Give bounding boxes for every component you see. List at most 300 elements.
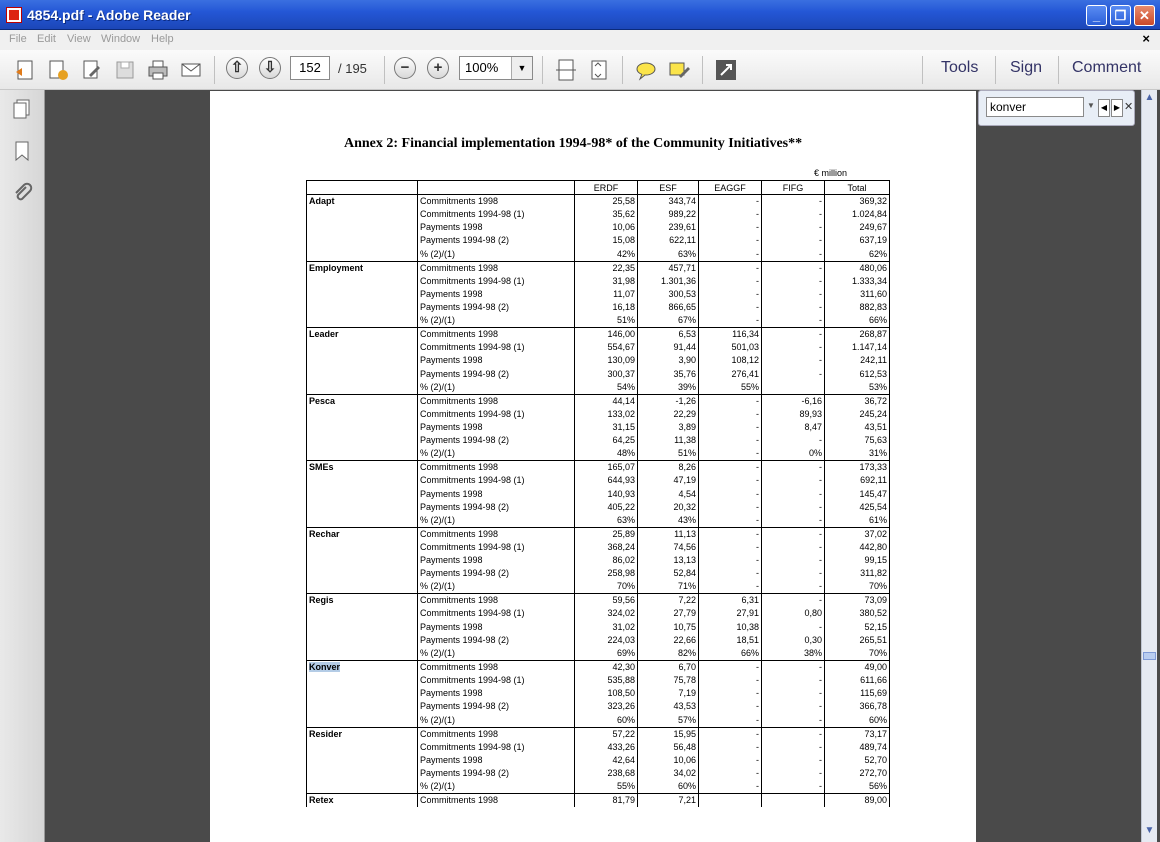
empty-cell [307, 421, 418, 434]
row-label: Commitments 1994-98 (1) [418, 275, 575, 288]
value-cell: 91,44 [638, 341, 699, 354]
value-cell: 73,09 [825, 594, 890, 608]
empty-cell [307, 634, 418, 647]
value-cell: 173,33 [825, 461, 890, 475]
value-cell: - [699, 314, 762, 328]
value-cell: - [762, 434, 825, 447]
empty-cell [307, 474, 418, 487]
table-row [307, 301, 890, 314]
initiative-name: Adapt [309, 196, 335, 206]
value-cell: - [762, 527, 825, 541]
menu-help[interactable]: Help [151, 33, 174, 45]
value-cell: - [762, 275, 825, 288]
value-cell: 89,93 [762, 408, 825, 421]
scrollbar-thumb[interactable] [1143, 652, 1156, 660]
empty-cell [307, 368, 418, 381]
initiative-cell [307, 660, 418, 674]
table-row [307, 554, 890, 567]
initiative-cell [307, 461, 418, 475]
scroll-down-icon[interactable]: ▼ [1144, 825, 1155, 836]
unit-label: € million [814, 168, 848, 178]
value-cell: 637,19 [825, 234, 890, 247]
value-cell: 1.147,14 [825, 341, 890, 354]
row-label: Commitments 1998 [418, 527, 575, 541]
empty-cell [307, 434, 418, 447]
initiative-name: Resider [309, 728, 343, 739]
zoom-value: 100% [465, 60, 499, 75]
table-row [307, 434, 890, 447]
value-cell: 369,32 [825, 195, 890, 209]
table-row [307, 288, 890, 301]
value-cell: 27,91 [699, 607, 762, 620]
row-label: Payments 1994-98 (2) [418, 567, 575, 580]
row-label: Payments 1994-98 (2) [418, 700, 575, 713]
table-row [307, 354, 890, 367]
value-cell: 145,47 [825, 487, 890, 500]
empty-cell [307, 741, 418, 754]
row-label: Commitments 1994-98 (1) [418, 474, 575, 487]
value-cell: 35,62 [575, 208, 638, 221]
value-cell: 268,87 [825, 328, 890, 342]
value-cell: 0,80 [762, 607, 825, 620]
minimize-button[interactable]: _ [1086, 5, 1107, 26]
row-label: Payments 1994-98 (2) [418, 634, 575, 647]
row-label: % (2)/(1) [418, 714, 575, 728]
table-row [307, 408, 890, 421]
row-label: Commitments 1994-98 (1) [418, 607, 575, 620]
row-label: Commitments 1998 [418, 261, 575, 275]
value-cell: 366,78 [825, 700, 890, 713]
comment-icon[interactable] [634, 58, 658, 82]
chevron-down-icon[interactable]: ▼ [1087, 101, 1095, 110]
value-cell: 692,11 [825, 474, 890, 487]
empty-cell [307, 301, 418, 314]
value-cell: 11,13 [638, 527, 699, 541]
scrolling-mode-icon[interactable] [554, 58, 578, 82]
value-cell: 66% [825, 314, 890, 328]
value-cell [762, 381, 825, 395]
value-cell: 13,13 [638, 554, 699, 567]
table-row [307, 647, 890, 661]
value-cell: 51% [638, 447, 699, 461]
table-row [307, 741, 890, 754]
value-cell: 55% [575, 780, 638, 794]
table-row [307, 634, 890, 647]
value-cell: 4,54 [638, 487, 699, 500]
value-cell: 239,61 [638, 221, 699, 234]
highlight-icon[interactable] [667, 58, 691, 82]
value-cell: 62% [825, 248, 890, 262]
value-cell: 56% [825, 780, 890, 794]
value-cell: 242,11 [825, 354, 890, 367]
value-cell: - [762, 461, 825, 475]
empty-cell [307, 381, 418, 395]
row-label: Payments 1998 [418, 687, 575, 700]
value-cell: 22,66 [638, 634, 699, 647]
zoom-select[interactable] [459, 56, 533, 80]
create-pdf-icon[interactable] [46, 58, 70, 82]
value-cell: 457,71 [638, 261, 699, 275]
attachments-icon[interactable] [11, 182, 33, 204]
table-row [307, 794, 890, 808]
table-row [307, 621, 890, 634]
value-cell: - [699, 741, 762, 754]
value-cell: 70% [825, 580, 890, 594]
chevron-down-icon[interactable]: ▼ [511, 57, 532, 79]
row-label: Payments 1994-98 (2) [418, 434, 575, 447]
value-cell: - [762, 554, 825, 567]
empty-cell [307, 780, 418, 794]
value-cell: - [699, 261, 762, 275]
value-cell: 61% [825, 514, 890, 528]
row-label: Payments 1994-98 (2) [418, 234, 575, 247]
initiative-name: Retex [309, 795, 334, 806]
menu-view[interactable]: View [67, 33, 91, 45]
value-cell: - [699, 208, 762, 221]
close-document-button[interactable]: × [1142, 31, 1150, 46]
value-cell: - [762, 261, 825, 275]
value-cell: 27,79 [638, 607, 699, 620]
row-label: Commitments 1994-98 (1) [418, 208, 575, 221]
value-cell: - [699, 514, 762, 528]
value-cell: - [762, 754, 825, 767]
save-icon[interactable] [113, 58, 137, 82]
navigation-panel [0, 90, 45, 842]
empty-cell [307, 567, 418, 580]
value-cell: - [699, 780, 762, 794]
scroll-up-icon[interactable]: ▲ [1144, 92, 1155, 103]
table-row [307, 195, 890, 209]
table-row [307, 660, 890, 674]
value-cell: - [699, 700, 762, 713]
vertical-scrollbar[interactable] [1141, 90, 1157, 842]
value-cell: 22,29 [638, 408, 699, 421]
table-row [307, 674, 890, 687]
value-cell: - [699, 567, 762, 580]
row-label: Payments 1994-98 (2) [418, 501, 575, 514]
value-cell: 71% [638, 580, 699, 594]
value-cell: - [762, 301, 825, 314]
value-cell: 39% [638, 381, 699, 395]
value-cell: - [762, 687, 825, 700]
next-page-icon[interactable]: ⇩ [259, 57, 281, 79]
row-label: Commitments 1994-98 (1) [418, 408, 575, 421]
value-cell: 108,12 [699, 354, 762, 367]
value-cell: 22,35 [575, 261, 638, 275]
value-cell: 15,08 [575, 234, 638, 247]
table-row [307, 381, 890, 395]
empty-cell [307, 674, 418, 687]
value-cell: - [699, 501, 762, 514]
value-cell: 324,02 [575, 607, 638, 620]
fit-page-icon[interactable] [587, 58, 611, 82]
value-cell: 57% [638, 714, 699, 728]
value-cell: - [762, 288, 825, 301]
value-cell: 64,25 [575, 434, 638, 447]
value-cell: 60% [825, 714, 890, 728]
zoom-out-icon[interactable]: − [394, 57, 416, 79]
annex-heading: Annex 2: Financial implementation 1994-98* of the Community Initiatives** [344, 136, 803, 151]
table-row [307, 328, 890, 342]
sign-link[interactable]: Sign [1010, 59, 1043, 76]
value-cell: - [762, 714, 825, 728]
right-panel [978, 90, 1141, 842]
value-cell: - [699, 394, 762, 408]
toolbar-separator [384, 56, 385, 84]
value-cell: 73,17 [825, 727, 890, 741]
value-cell: 311,60 [825, 288, 890, 301]
value-cell: 36,72 [825, 394, 890, 408]
menu-edit[interactable]: Edit [37, 33, 56, 45]
table-row [307, 421, 890, 434]
table-row [307, 275, 890, 288]
value-cell: 25,58 [575, 195, 638, 209]
row-label: Payments 1998 [418, 221, 575, 234]
row-label: Payments 1998 [418, 621, 575, 634]
menu-file[interactable]: File [9, 33, 27, 45]
value-cell: 442,80 [825, 541, 890, 554]
empty-cell [307, 687, 418, 700]
menu-window[interactable]: Window [101, 33, 141, 45]
row-label: Commitments 1998 [418, 794, 575, 808]
close-find-icon[interactable]: ✕ [1124, 101, 1134, 113]
row-label: Payments 1994-98 (2) [418, 301, 575, 314]
value-cell: 60% [638, 780, 699, 794]
value-cell: 37,02 [825, 527, 890, 541]
value-cell: 44,14 [575, 394, 638, 408]
bookmarks-icon[interactable] [11, 140, 33, 162]
value-cell: 272,70 [825, 767, 890, 780]
value-cell: - [762, 314, 825, 328]
empty-cell [307, 541, 418, 554]
column-header: ERDF [575, 181, 638, 195]
empty-cell [307, 314, 418, 328]
financial-table [306, 180, 890, 807]
row-label: % (2)/(1) [418, 248, 575, 262]
row-label: Commitments 1998 [418, 660, 575, 674]
table-row [307, 527, 890, 541]
email-icon[interactable] [179, 58, 203, 82]
value-cell: 67% [638, 314, 699, 328]
value-cell: 63% [638, 248, 699, 262]
table-row [307, 208, 890, 221]
row-label: Payments 1994-98 (2) [418, 368, 575, 381]
value-cell: 611,66 [825, 674, 890, 687]
column-header [418, 181, 575, 195]
value-cell: - [699, 580, 762, 594]
value-cell: - [699, 767, 762, 780]
value-cell: 43% [638, 514, 699, 528]
value-cell: 116,34 [699, 328, 762, 342]
value-cell: 989,22 [638, 208, 699, 221]
value-cell: 42,30 [575, 660, 638, 674]
value-cell: 47,19 [638, 474, 699, 487]
value-cell: 70% [575, 580, 638, 594]
value-cell: 405,22 [575, 501, 638, 514]
value-cell: 15,95 [638, 727, 699, 741]
value-cell: - [699, 660, 762, 674]
table-row [307, 314, 890, 328]
adobe-reader-icon [6, 7, 22, 23]
column-header: EAGGF [699, 181, 762, 195]
value-cell: 300,37 [575, 368, 638, 381]
column-header [307, 181, 418, 195]
value-cell: 43,53 [638, 700, 699, 713]
previous-page-icon[interactable]: ⇧ [226, 57, 248, 79]
empty-cell [307, 621, 418, 634]
value-cell: 368,24 [575, 541, 638, 554]
initiative-cell [307, 594, 418, 608]
value-cell: 238,68 [575, 767, 638, 780]
table-row [307, 447, 890, 461]
value-cell: - [699, 461, 762, 475]
value-cell: 165,07 [575, 461, 638, 475]
empty-cell [307, 554, 418, 567]
page-total: / 195 [338, 61, 367, 76]
value-cell: - [762, 248, 825, 262]
empty-cell [307, 754, 418, 767]
value-cell: 535,88 [575, 674, 638, 687]
table-row [307, 341, 890, 354]
row-label: Commitments 1994-98 (1) [418, 674, 575, 687]
value-cell: - [699, 687, 762, 700]
value-cell: - [699, 221, 762, 234]
value-cell: 75,78 [638, 674, 699, 687]
value-cell: 501,03 [699, 341, 762, 354]
value-cell: - [699, 674, 762, 687]
value-cell [762, 794, 825, 808]
find-next-icon[interactable]: ▶ [1111, 99, 1123, 117]
empty-cell [307, 275, 418, 288]
close-button[interactable]: ✕ [1134, 5, 1155, 26]
value-cell: 146,00 [575, 328, 638, 342]
value-cell: - [762, 541, 825, 554]
value-cell: 70% [825, 647, 890, 661]
value-cell: 380,52 [825, 607, 890, 620]
initiative-name: Employment [309, 262, 364, 273]
value-cell: 0,30 [762, 634, 825, 647]
column-header: Total [825, 181, 890, 195]
initiative-name: SMEs [309, 462, 334, 473]
value-cell: 31,98 [575, 275, 638, 288]
value-cell: 42,64 [575, 754, 638, 767]
row-label: % (2)/(1) [418, 580, 575, 594]
empty-cell [307, 221, 418, 234]
value-cell: 11,07 [575, 288, 638, 301]
initiative-cell [307, 527, 418, 541]
value-cell: - [699, 554, 762, 567]
value-cell: - [762, 674, 825, 687]
table-row [307, 461, 890, 475]
value-cell: - [762, 727, 825, 741]
print-icon[interactable] [146, 58, 170, 82]
tools-link[interactable]: Tools [941, 59, 979, 76]
empty-cell [307, 447, 418, 461]
initiative-name: Regis [309, 595, 334, 606]
restore-button[interactable]: ❐ [1110, 5, 1131, 26]
edit-icon[interactable] [80, 58, 104, 82]
value-cell: 6,53 [638, 328, 699, 342]
value-cell: - [762, 767, 825, 780]
find-input[interactable]: konver [986, 97, 1084, 117]
value-cell: 20,32 [638, 501, 699, 514]
value-cell: 1.024,84 [825, 208, 890, 221]
initiative-cell [307, 794, 418, 808]
empty-cell [307, 354, 418, 367]
value-cell: 54% [575, 381, 638, 395]
row-label: Commitments 1994-98 (1) [418, 741, 575, 754]
open-icon[interactable] [13, 58, 37, 82]
value-cell: - [762, 487, 825, 500]
value-cell: 34,02 [638, 767, 699, 780]
initiative-cell [307, 261, 418, 275]
value-cell: 53% [825, 381, 890, 395]
value-cell: 130,09 [575, 354, 638, 367]
value-cell: 18,51 [699, 634, 762, 647]
row-label: % (2)/(1) [418, 647, 575, 661]
page-number-input[interactable]: 152 [290, 56, 330, 80]
value-cell: - [699, 248, 762, 262]
empty-cell [307, 248, 418, 262]
initiative-name: Rechar [309, 528, 340, 539]
toolbar-separator [622, 56, 623, 84]
expand-icon[interactable] [714, 58, 738, 82]
value-cell: - [762, 700, 825, 713]
page-thumbnails-icon[interactable] [11, 98, 33, 120]
empty-cell [307, 208, 418, 221]
value-cell: 6,70 [638, 660, 699, 674]
value-cell: - [762, 328, 825, 342]
toolbar-separator [214, 56, 215, 84]
comment-link[interactable]: Comment [1072, 59, 1142, 76]
value-cell: - [762, 368, 825, 381]
zoom-in-icon[interactable]: + [427, 57, 449, 79]
value-cell: - [762, 580, 825, 594]
value-cell: 133,02 [575, 408, 638, 421]
empty-cell [307, 288, 418, 301]
row-label: Payments 1994-98 (2) [418, 767, 575, 780]
value-cell: 89,00 [825, 794, 890, 808]
table-row [307, 727, 890, 741]
value-cell: 108,50 [575, 687, 638, 700]
table-row [307, 594, 890, 608]
value-cell: - [699, 474, 762, 487]
find-previous-icon[interactable]: ◀ [1098, 99, 1110, 117]
empty-cell [307, 514, 418, 528]
value-cell [699, 794, 762, 808]
table-row [307, 501, 890, 514]
value-cell: 35,76 [638, 368, 699, 381]
value-cell: 7,22 [638, 594, 699, 608]
row-label: Commitments 1998 [418, 461, 575, 475]
value-cell: 52,84 [638, 567, 699, 580]
table-row [307, 607, 890, 620]
value-cell: 489,74 [825, 741, 890, 754]
value-cell: 115,69 [825, 687, 890, 700]
value-cell: - [699, 275, 762, 288]
toolbar-separator [995, 56, 996, 84]
value-cell: - [762, 341, 825, 354]
value-cell: 59,56 [575, 594, 638, 608]
value-cell: - [762, 474, 825, 487]
empty-cell [307, 767, 418, 780]
value-cell: 49,00 [825, 660, 890, 674]
value-cell: 866,65 [638, 301, 699, 314]
value-cell: 69% [575, 647, 638, 661]
table-row [307, 474, 890, 487]
value-cell: 265,51 [825, 634, 890, 647]
row-label: % (2)/(1) [418, 314, 575, 328]
